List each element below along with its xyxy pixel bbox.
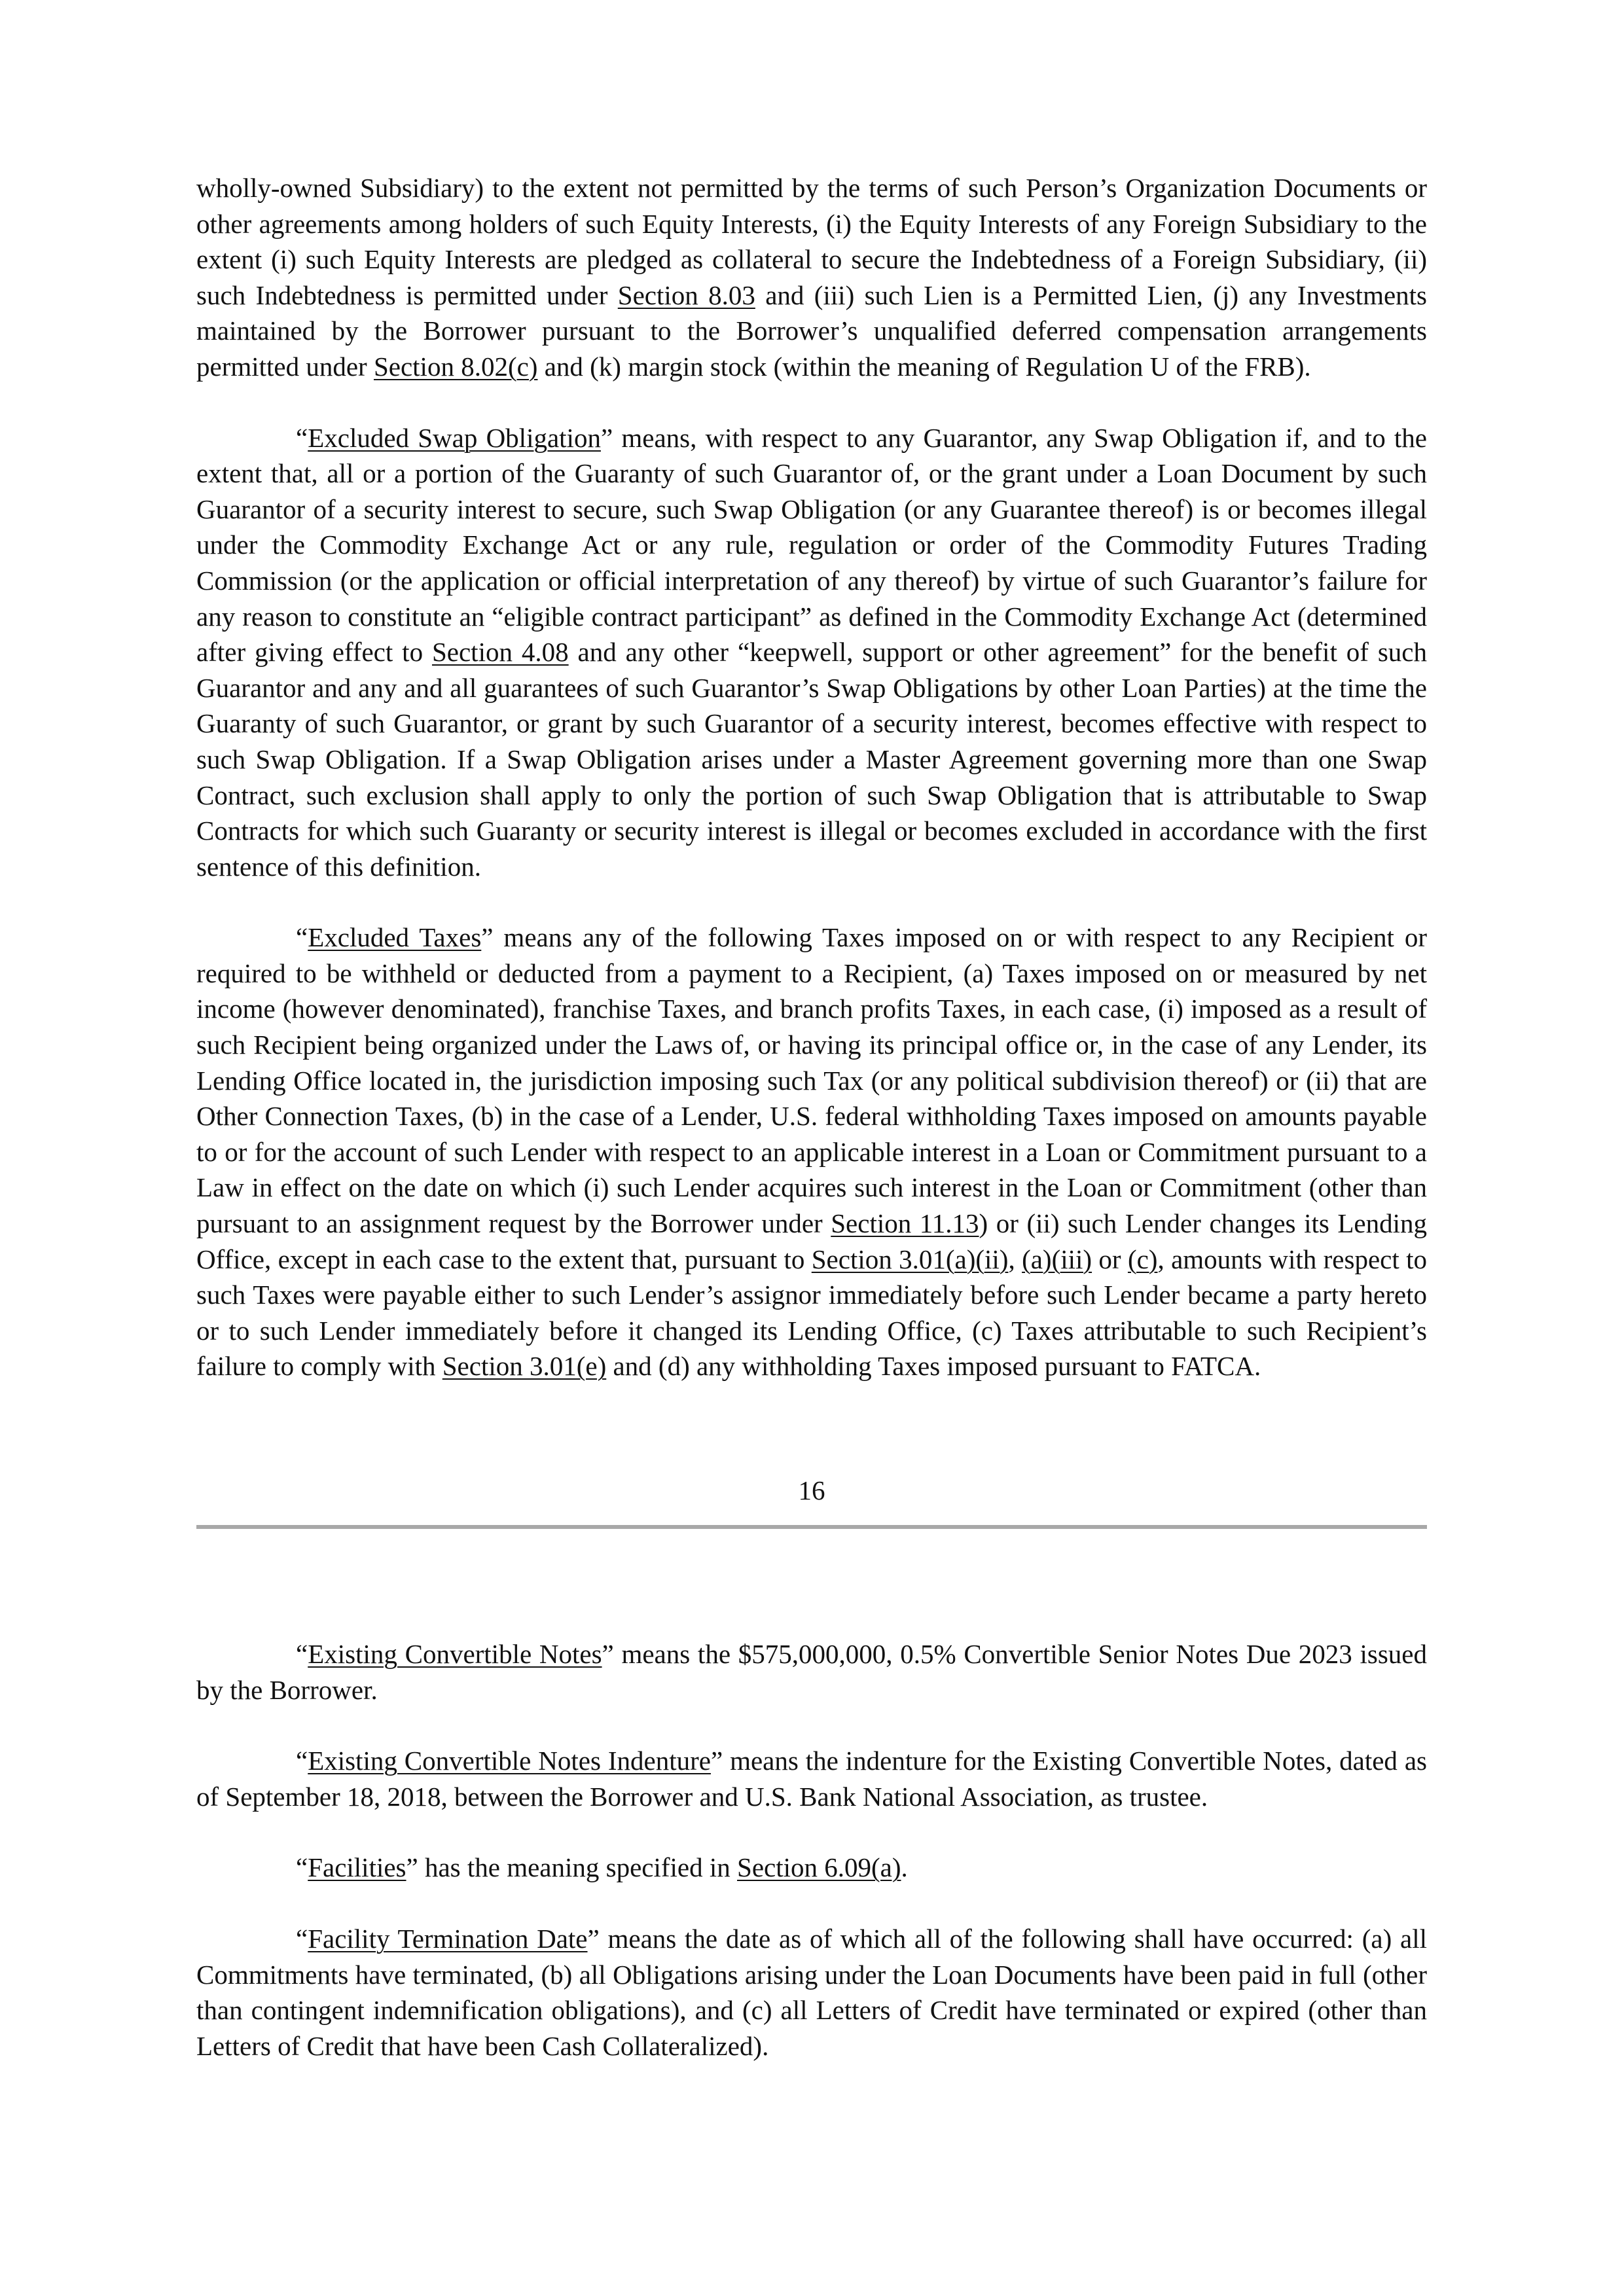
cross-reference-term: Existing Convertible Notes [308,1639,602,1669]
cross-reference-term: Section 3.01(a)(ii) [811,1244,1009,1274]
paragraph-text: “ [296,1639,308,1669]
cross-reference-term: Section 3.01(e) [442,1351,607,1382]
paragraph-gap [196,1708,1427,1743]
paragraph-text: ” means the indenture for the Existing Convertible Notes, dated as of September 18, 2018, between the Borrower and U.S. Bank National Association, as trustee. [196,1746,1427,1812]
paragraph-text: or [1092,1244,1128,1274]
paragraph-text: “ [296,1852,308,1883]
paragraph-text: ” means, with respect to any Guarantor, any Swap Obligation if, and to the extent that, all or a portion of the Guaranty of such Guarantor of, or the grant under a Loan Document by such Guarantor of a security interest to secure, such Swap Obligation (or any Guarantee thereof) is or becomes illegal under the Commodity Exchange Act or any rule, regulation or order of the Commodity Futures Trading Commission (or the application or official interpretation of any thereof) by virtue of such Guarantor’s failure for any reason to constitute an “eligible contract participant” as defined in the Commodity Exchange Act (determined after giving effect to [196,422,1427,668]
paragraph-text: ) or (ii) such Lender changes its Lending Office, except in each case to the extent that, pursuant to [196,1208,1428,1274]
paragraph-gap [196,1814,1427,1850]
cross-reference-term: Section 8.03 [617,279,755,310]
page-17-body [196,1636,1427,2064]
page-16-body [196,170,1427,1384]
paragraph-existing-convertible-notes-indenture [196,1743,1427,1814]
paragraph-text: “ [296,422,308,453]
paragraph-text: , [1008,1244,1022,1274]
cross-reference-term: Existing Convertible Notes Indenture [308,1746,711,1776]
cross-reference-term: Section 4.08 [431,637,569,668]
page-separator [196,1525,1427,1529]
paragraph-text: , amounts with respect to such Taxes were payable either to such Lender’s assignor immediately before such Lender became a party hereto or to such Lender immediately before it changed its Lending Office, (c) Taxes attributable to such Recipient’s failure to comply with [196,1244,1428,1382]
paragraph-text: “ [296,1746,308,1776]
paragraph-text: and any other “keepwell, support or other agreement” for the benefit of such Guarantor and any and all guarantees of such Guarantor’s Swap Obligations by other Loan Parties) at the time the Guaranty of such Guarantor, or grant by such Guarantor of a security interest, becomes effective with respect to such Swap Obligation. If a Swap Obligation arises under a Master Agreement governing more than one Swap Contract, such exclusion shall apply to only the portion of such Swap Obligation that is attributable to Swap Contracts for which such Guaranty or security interest is illegal or becomes excluded in accordance with the first sentence of this definition. [196,637,1427,882]
paragraph-text: wholly-owned Subsidiary) to the extent not permitted by the terms of such Person’s Organization Documents or other agreements among holders of such Equity Interests, (i) the Equity Interests of any Foreign Subsidiary to the extent (i) such Equity Interests are pledged as collateral to secure the Indebtedness of a Foreign Subsidiary, (ii) such Indebtedness is permitted under [196,173,1427,310]
page-number: 16 [798,1475,825,1505]
paragraph-text: “ [296,1923,308,1954]
paragraph-existing-convertible-notes [196,1636,1427,1708]
paragraph-text: “ [296,922,308,953]
paragraph-text: ” means any of the following Taxes imposed on or with respect to any Recipient or required to be withheld or deducted from a payment to a Recipient, (a) Taxes imposed on or measured by net income (however denominated), franchise Taxes, and branch profits Taxes, in each case, (i) imposed as a result of such Recipient being organized under the Laws of, or having its principal office or, in the case of any Lender, its Lending Office located in, the jurisdiction imposing such Tax (or any political subdivision thereof) or (ii) that are Other Connection Taxes, (b) in the case of a Lender, U.S. federal withholding Taxes imposed on amounts payable to or for the account of such Lender with respect to an applicable interest in a Loan or Commitment pursuant to a Law in effect on the date on which (i) such Lender acquires such interest in the Loan or Commitment (other than pursuant to an assignment request by the Borrower under [196,922,1427,1239]
paragraph-text: and (d) any withholding Taxes imposed pursuant to FATCA. [606,1351,1261,1382]
cross-reference-term: Section 8.02(c) [373,351,538,382]
page-17-paragraphs [196,1636,1427,2064]
paragraph-gap [196,884,1427,920]
paragraph-facilities [196,1850,1427,1886]
cross-reference-term: Facility Termination Date [308,1923,588,1954]
paragraph-text: ” has the meaning specified in [406,1852,738,1883]
paragraph-text: and (k) margin stock (within the meaning of Regulation U of the FRB). [537,351,1311,382]
cross-reference-term: Excluded Taxes [308,922,482,953]
cross-reference-term: Section 6.09(a) [737,1852,901,1883]
cross-reference-term: Excluded Swap Obligation [308,422,601,453]
paragraph-text: . [901,1852,908,1883]
paragraph-excluded-taxes [196,920,1427,1384]
paragraph-text: ” means the $575,000,000, 0.5% Convertible Senior Notes Due 2023 issued by the Borrower. [196,1639,1427,1705]
paragraph-gap [196,385,1427,420]
cross-reference-term: (c) [1127,1244,1158,1274]
page-16-paragraphs [196,170,1427,1384]
paragraph-text: ” means the date as of which all of the following shall have occurred: (a) all Commitments have terminated, (b) all Obligations arising under the Loan Documents have been paid in full (other than contingent indemnification obligations), and (c) all Letters of Credit have terminated or expired (other than Letters of Credit that have been Cash Collateralized). [196,1923,1427,2061]
paragraph-continuation [196,170,1427,385]
paragraph-gap [196,1886,1427,1921]
paragraph-facility-termination-date [196,1921,1427,2064]
cross-reference-term: (a)(iii) [1022,1244,1092,1274]
paragraph-text: and (iii) such Lien is a Permitted Lien, (j) any Investments maintained by the Borrower pursuant to the Borrower’s unqualified deferred compensation arrangements permitted under [196,279,1428,382]
paragraph-excluded-swap-obligation [196,420,1427,885]
cross-reference-term: Facilities [308,1852,406,1883]
cross-reference-term: Section 11.13 [831,1208,979,1239]
